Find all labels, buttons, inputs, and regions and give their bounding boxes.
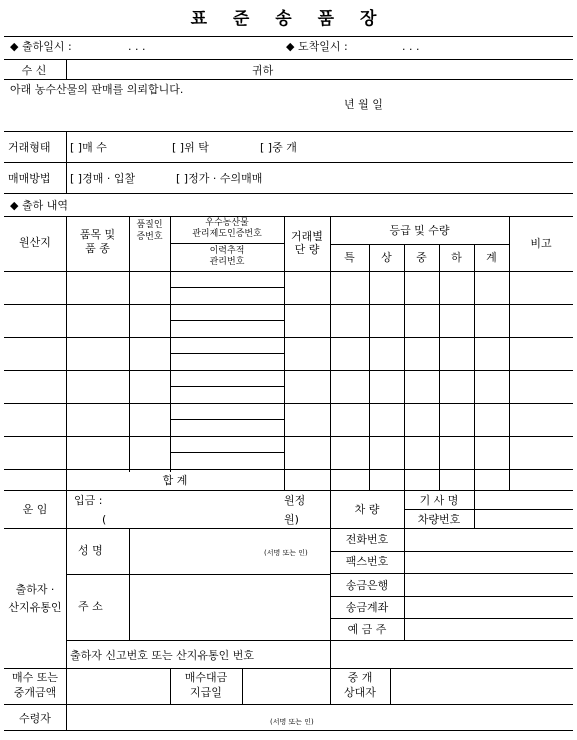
- ship-date-label: ◆ 출하일시 :: [10, 40, 72, 53]
- rule: [330, 618, 573, 619]
- broker-party-label-2: 상대자: [344, 686, 376, 699]
- col-grade-qty: 등급 및 수량: [389, 224, 450, 237]
- grade-total: 계: [486, 251, 497, 264]
- grade-mid: 중: [416, 251, 427, 264]
- pay-date-label: 매수대금: [184, 671, 228, 684]
- col-cert: 우수농산물: [205, 218, 249, 228]
- phone-label: 전화번호: [345, 533, 389, 546]
- table-row: [4, 304, 573, 305]
- rule: [4, 668, 573, 669]
- request-text: 아래 농수산물의 판매를 의뢰합니다.: [10, 83, 184, 96]
- rule: [4, 193, 573, 194]
- car-number-label: 차량번호: [417, 513, 461, 526]
- broker-amount-label-2: 중개금액: [13, 686, 57, 699]
- sale-method-option-auction[interactable]: [ ]경매 · 입찰: [70, 172, 136, 185]
- trade-type-option-broker[interactable]: [ ]중 개: [260, 141, 297, 154]
- col-origin: 원산지: [19, 236, 51, 249]
- table-row: [4, 403, 573, 404]
- rule: [4, 730, 573, 731]
- rule: [66, 216, 67, 490]
- table-row: [4, 370, 573, 371]
- table-row: [4, 436, 573, 437]
- rule: [242, 668, 243, 704]
- col-cert-no: 관리제도인증번호: [192, 229, 262, 239]
- shipper-registration-label: 출하자 신고번호 또는 산지유통인 번호: [70, 649, 255, 662]
- col-trace: 이력추적: [209, 246, 245, 256]
- trade-type-option-buy[interactable]: [ ]매 수: [70, 141, 107, 154]
- rule: [66, 59, 67, 79]
- broker-amount-label: 매수 또는: [11, 671, 58, 684]
- col-quality: 품질인: [136, 220, 163, 230]
- table-row: [4, 469, 573, 470]
- rule: [404, 509, 573, 510]
- rule: [330, 551, 573, 552]
- rule: [170, 320, 284, 321]
- rule: [170, 353, 284, 354]
- grade-high: 상: [381, 251, 392, 264]
- rule: [4, 36, 573, 37]
- grade-low: 하: [451, 251, 462, 264]
- rule: [170, 386, 284, 387]
- shipper-label-2: 산지유통인: [8, 601, 62, 614]
- recipient-suffix: 귀하: [252, 64, 274, 77]
- document-title: 표 준 송 품 장: [190, 9, 387, 29]
- freight-paren: (: [102, 513, 107, 526]
- section-title: ◆ 출하 내역: [10, 199, 68, 212]
- rule: [439, 244, 440, 490]
- rule: [66, 574, 330, 575]
- trade-type-label: 거래형태: [8, 141, 51, 154]
- broker-party-label: 중 개: [347, 671, 373, 684]
- rule: [474, 244, 475, 490]
- col-quality-no: 증번호: [136, 232, 163, 242]
- rule: [4, 490, 573, 491]
- trade-type-option-consign[interactable]: [ ]위 탁: [172, 141, 209, 154]
- rule: [170, 287, 284, 288]
- sale-method-option-fixed[interactable]: [ ]정가 · 수의매매: [176, 172, 263, 185]
- rule: [4, 704, 573, 705]
- rule: [66, 640, 573, 641]
- sale-method-label: 매매방법: [8, 172, 51, 185]
- shipper-sign[interactable]: (서명 또는 인): [264, 549, 308, 557]
- pay-date-label-2: 지급일: [190, 686, 222, 699]
- rule: [129, 216, 130, 472]
- rule: [509, 216, 510, 490]
- driver-label: 기 사 명: [419, 494, 459, 507]
- rule: [4, 162, 573, 163]
- rule: [330, 640, 331, 668]
- rule: [404, 244, 405, 490]
- rule: [4, 528, 573, 529]
- arrive-date-label: ◆ 도착일시 :: [286, 40, 348, 53]
- rule: [170, 452, 284, 453]
- freight-won: 원정: [284, 494, 306, 507]
- rule: [330, 244, 509, 245]
- col-trace-no: 관리번호: [209, 257, 245, 267]
- rule: [4, 131, 573, 132]
- freight-won-close: 원): [284, 513, 299, 526]
- rule: [4, 59, 573, 60]
- rule: [284, 216, 285, 490]
- rule: [129, 528, 130, 640]
- rule: [4, 216, 573, 217]
- shipper-label: 출하자 ·: [15, 583, 55, 596]
- total-label: 합 계: [162, 474, 188, 487]
- col-unit: 거래별: [291, 230, 323, 243]
- rule: [330, 573, 573, 574]
- freight-deposit[interactable]: 입금 :: [74, 494, 103, 507]
- col-note: 비고: [530, 237, 552, 250]
- rule: [170, 419, 284, 420]
- rule: [369, 244, 370, 490]
- fax-label: 팩스번호: [345, 555, 389, 568]
- rule: [390, 668, 391, 704]
- arrive-date-value[interactable]: . . .: [402, 40, 420, 53]
- receiver-sign[interactable]: (서명 또는 인): [270, 718, 314, 726]
- rule: [4, 79, 573, 80]
- freight-label: 운 임: [22, 503, 48, 516]
- rule: [474, 490, 475, 528]
- shipper-address-label: 주 소: [78, 600, 103, 613]
- request-date[interactable]: 년 월 일: [344, 98, 383, 111]
- receiver-label: 수령자: [19, 712, 51, 725]
- grade-special: 특: [344, 251, 355, 264]
- recipient-label: 수 신: [21, 64, 47, 77]
- rule: [66, 490, 67, 730]
- table-row: [4, 337, 573, 338]
- col-item: 품목 및: [79, 228, 116, 241]
- holder-label: 예 금 주: [347, 623, 387, 636]
- bank-label: 송금은행: [345, 579, 389, 592]
- vehicle-label: 차 량: [354, 503, 380, 516]
- ship-date-value[interactable]: . . .: [128, 40, 146, 53]
- col-unit-amount: 단 량: [294, 243, 320, 256]
- rule: [330, 596, 573, 597]
- rule: [4, 271, 573, 272]
- shipper-name-label: 성 명: [78, 544, 103, 557]
- account-label: 송금계좌: [345, 601, 389, 614]
- rule: [170, 243, 284, 244]
- col-item-variety: 품 종: [85, 242, 110, 255]
